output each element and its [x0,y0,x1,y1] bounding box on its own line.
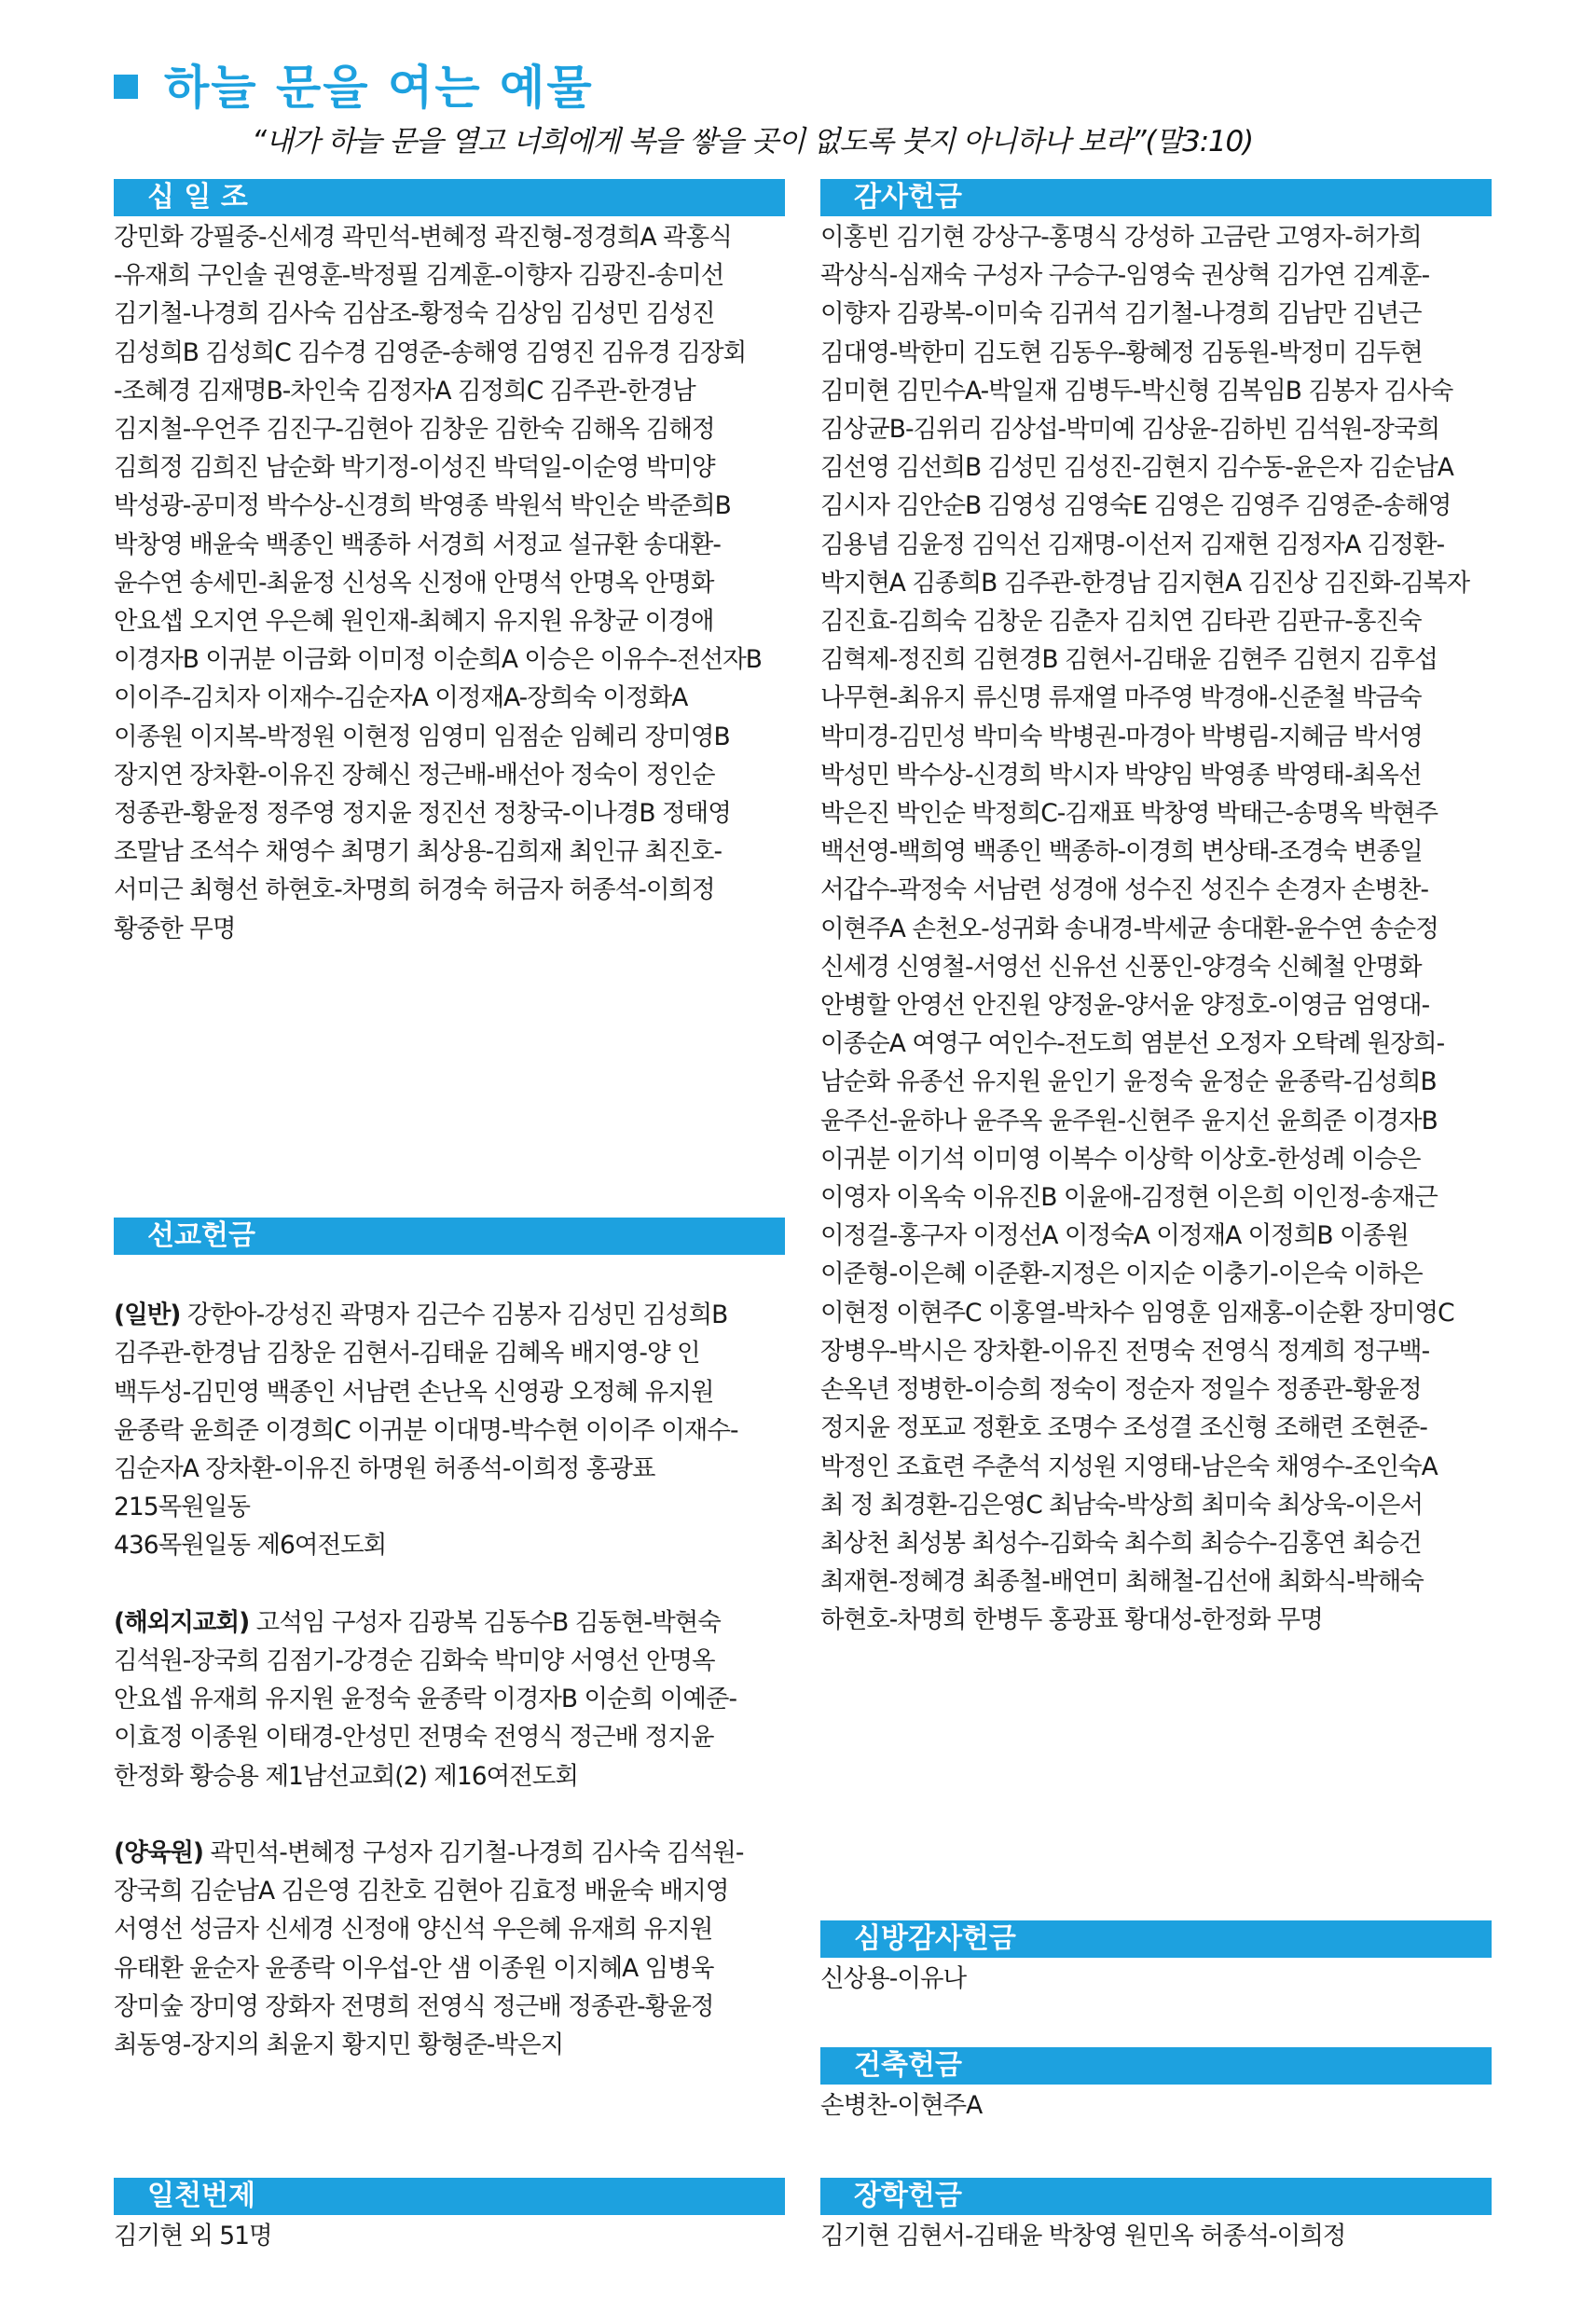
thanks-section-header: 감사헌금 [820,179,1492,216]
visit-thanks-section-header: 심방감사헌금 [820,1920,1492,1958]
tithe-section-header: 십 일 조 [114,179,785,216]
mission-general-text: 강한아-강성진 곽명자 김근수 김봉자 김성민 김성희B 김주관-한경남 김창운 김현서-김태윤 김혜옥 배지영-양 인 백두성-김민영 백종인 서남련 손난옥 신영광 오정혜 유지원 윤종락 윤희준 이경희C 이귀분 이대명-박수현 이이주 이재수- 김순자A 장차환-이유진 하명원 허종석-이희정 홍광표 215목원일동 436목원일동 제6여전도회 [114,1300,738,1561]
firstfruit-section-header: 일천번제 [114,2178,785,2215]
thanks-names: 이홍빈 김기현 강상구-홍명식 강성하 고금란 고영자-허가희 곽상식-심재숙 구성자 구승구-임영숙 권상혁 김가연 김계훈- 이향자 김광복-이미숙 김귀석 김기철-나경희 김남만 김년근 김대영-박한미 김도현 김동우-황혜정 김동원-박정미 김두현 김미현 김민수A-박일재 김병두-박신형 김복임B 김봉자 김사숙 김상균B-김위리 김상섭-박미예 김상윤-김하빈 김석원-장국희 김선영 김선희B 김성민 김성진-김현지 김수동-윤은자 김순남A 김시자 김안순B 김영성 김영숙E 김영은 김영주 김영준-송해영 김용념 김윤정 김익선 김재명-이선저 김재현 김정자A 김정환- 박지현A 김종희B 김주관-한경남 김지현A 김진상 김진화-김복자 김진효-김희숙 김창운 김춘자 김치연 김타관 김판규-홍진숙 김혁제-정진희 김현경B 김현서-김태윤 김현주 김현지 김후섭 나무현-최유지 류신명 류재열 마주영 박경애-신준철 박금숙 박미경-김민성 박미숙 박병권-마경아 박병림-지혜금 박서영 박성민 박수상-신경희 박시자 박양임 박영종 박영태-최옥선 박은진 박인순 박정희C-김재표 박창영 박태근-송명옥 박현주 백선영-백희영 백종인 백종하-이경희 변상태-조경숙 변종일 서갑수-곽정숙 서남련 성경애 성수진 성진수 손경자 손병찬- 이현주A 손천오-성귀화 송내경-박세균 송대환-윤수연 송순정 신세경 신영철-서영선 신유선 신풍인-양경숙 신혜철 안명화 안병할 안영선 안진원 양정윤-양서윤 양정호-이영금 엄영대- 이종순A 여영구 여인수-전도희 염분선 오정자 오탁례 원장희- 남순화 유종선 유지원 윤인기 윤정숙 윤정순 윤종락-김성희B 윤주선-윤하나 윤주옥 윤주원-신현주 윤지선 윤희준 이경자B 이귀분 이기석 이미영 이복수 이상학 이상호-한성례 이승은 이영자 이옥숙 이유진B 이윤애-김정현 이은희 이인정-송재근 이정걸-홍구자 이정선A 이정숙A 이정재A 이정희B 이종원 이준형-이은혜 이준환-지정은 이지순 이충기-이은숙 이하은 이현정 이현주C 이홍열-박차수 임영훈 임재홍-이순환 장미영C 장병우-박시은 장차환-이유진 전명숙 전영식 정계희 정구백- 손옥년 정병한-이승희 정숙이 정순자 정일수 정종관-황윤정 정지윤 정포교 정환호 조명수 조성결 조신형 조해련 조현준- 박정인 조효련 주춘석 지성원 지영태-남은숙 채영수-조인숙A 최 정 최경환-김은영C 최남숙-박상희 최미숙 최상욱-이은서 최상천 최성봉 최성수-김화숙 최수희 최승수-김홍연 최승건 최재현-정혜경 최종철-배연미 최해철-김선애 최화식-박해숙 하현호-차명희 한병두 홍광표 황대성-한정화 무명 [820,223,1470,1635]
scholarship-names: 김기현 김현서-김태윤 박창영 원민옥 허종석-이희정 [820,2222,1346,2250]
visit-thanks-names: 신상용-이유나 [820,1964,967,1993]
mission-general-tag: (일반) [114,1300,181,1330]
mission-nurture-tag: (양육원) [114,1838,204,1868]
mission-nurture-text: 곽민석-변혜정 구성자 김기철-나경희 김사숙 김석원- 장국희 김순남A 김은영 김찬호 김현아 김효정 배윤숙 배지영 서영선 성금자 신세경 신정애 양신석 우은혜 유재희 유지원 유태환 윤순자 윤종락 이우섭-안 샘 이종원 이지혜A 임병욱 장미숲 장미영 장화자 전명희 전영식 정근배 정종관-황윤정 최동영-장지의 최윤지 황지민 황형준-박은지 [114,1838,744,2060]
mission-general-group [114,1296,785,1564]
scholarship-section-header: 장학헌금 [820,2178,1492,2215]
mission-names [114,1258,785,2060]
page-header [114,47,594,121]
square-bullet-icon [114,75,138,99]
mission-overseas-group [114,1603,785,1796]
mission-nurture-group [114,1834,785,2064]
building-section-header: 건축헌금 [820,2047,1492,2085]
mission-overseas-text: 고석임 구성자 김광복 김동수B 김동현-박현숙 김석원-장국희 김점기-강경순 김화숙 박미양 서영선 안명옥 안요셉 유재희 유지원 윤정숙 윤종락 이경자B 이순희 이예준- 이효정 이종원 이태경-안성민 전명숙 전영식 정근배 정지윤 한정화 황승용 제1남선교회(2) 제16여전도회 [114,1607,737,1791]
bible-verse: “내가 하늘 문을 열고 너희에게 복을 쌓을 곳이 없도록 붓지 아니하나 보라”(말3:10) [252,125,1253,158]
mission-overseas-tag: (해외지교회) [114,1607,250,1637]
building-names: 손병찬-이현주A [820,2091,983,2120]
page-title: 하늘 문을 여는 예물 [164,61,594,115]
mission-section-header: 선교헌금 [114,1218,785,1255]
tithe-names: 강민화 강필중-신세경 곽민석-변혜정 곽진형-정경희A 곽홍식 -유재희 구인솔 권영훈-박정필 김계훈-이향자 김광진-송미선 김기철-나경희 김사숙 김삼조-황정숙 김상임 김성민 김성진 김성희B 김성희C 김수경 김영준-송해영 김영진 김유경 김장회 -조혜경 김재명B-차인숙 김정자A 김정희C 김주관-한경남 김지철-우언주 김진구-김현아 김창운 김한숙 김해옥 김해정 김희정 김희진 남순화 박기정-이성진 박덕일-이순영 박미양 박성광-공미정 박수상-신경희 박영종 박원석 박인순 박준희B 박창영 배윤숙 백종인 백종하 서경희 서정교 설규환 송대환- 윤수연 송세민-최윤정 신성옥 신정애 안명석 안명옥 안명화 안요셉 오지연 우은혜 원인재-최혜지 유지원 유창균 이경애 이경자B 이귀분 이금화 이미정 이순희A 이승은 이유수-전선자B 이이주-김치자 이재수-김순자A 이정재A-장희숙 이정화A 이종원 이지복-박정원 이현정 임영미 임점순 임혜리 장미영B 장지연 장차환-이유진 장혜신 정근배-배선아 정숙이 정인순 정종관-황윤정 정주영 정지윤 정진선 정창국-이나경B 정태영 조말남 조석수 채영수 최명기 최상용-김희재 최인규 최진호- 서미근 최형선 하현호-차명희 허경숙 허금자 허종석-이희정 황중한 무명 [114,223,762,943]
firstfruit-names: 김기현 외 51명 [114,2222,272,2250]
